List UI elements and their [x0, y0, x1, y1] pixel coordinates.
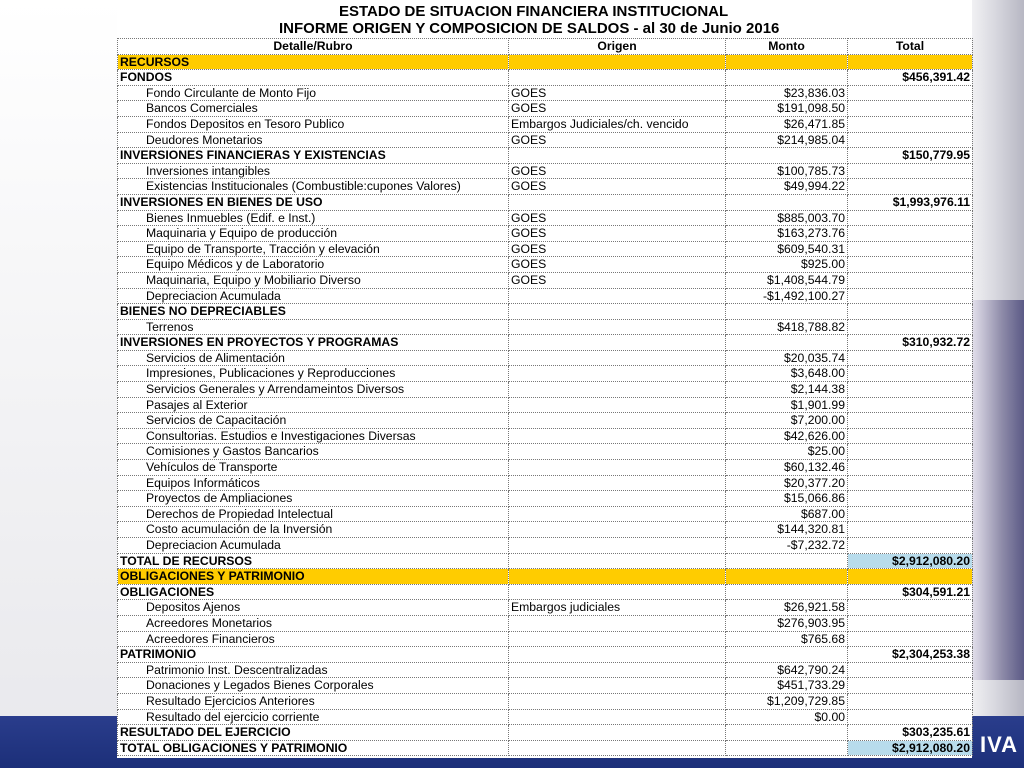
cell-detail: OBLIGACIONES Y PATRIMONIO [118, 569, 509, 585]
cell-origen [509, 709, 726, 725]
cell-total [848, 506, 973, 522]
cell-detail: Costo acumulación de la Inversión [118, 522, 509, 538]
cell-total [848, 475, 973, 491]
cell-detail: OBLIGACIONES [118, 584, 509, 600]
cell-detail: Servicios Generales y Arrendameintos Diversos [118, 382, 509, 398]
cell-total [848, 85, 973, 101]
cell-origen: GOES [509, 179, 726, 195]
table-row [118, 475, 973, 491]
cell-monto: $1,901.99 [726, 397, 848, 413]
cell-monto [726, 148, 848, 164]
cell-monto [726, 725, 848, 741]
table-row [118, 506, 973, 522]
cell-monto: $42,626.00 [726, 428, 848, 444]
cell-total [848, 678, 973, 694]
cell-detail: Pasajes al Exterior [118, 397, 509, 413]
table-row [118, 272, 973, 288]
cell-detail: TOTAL DE RECURSOS [118, 553, 509, 569]
cell-monto: $609,540.31 [726, 241, 848, 257]
cell-detail: Fondo Circulante de Monto Fijo [118, 85, 509, 101]
cell-monto: $765.68 [726, 631, 848, 647]
cell-monto [726, 194, 848, 210]
cell-origen: GOES [509, 101, 726, 117]
cell-origen [509, 678, 726, 694]
cell-total [848, 538, 973, 554]
cell-monto: $3,648.00 [726, 366, 848, 382]
cell-total [848, 693, 973, 709]
cell-detail: Equipos Informáticos [118, 475, 509, 491]
table-row [118, 132, 973, 148]
cell-total [848, 491, 973, 507]
cell-detail: Consultorias. Estudios e Investigaciones Diversas [118, 428, 509, 444]
cell-monto: $1,408,544.79 [726, 272, 848, 288]
column-header-monto: Monto [726, 39, 848, 55]
category-row [118, 647, 973, 663]
cell-detail: Impresiones, Publicaciones y Reproducciones [118, 366, 509, 382]
cell-detail: Deudores Monetarios [118, 132, 509, 148]
cell-total [848, 709, 973, 725]
category-row [118, 725, 973, 741]
slide-background-left [0, 0, 118, 768]
table-row [118, 241, 973, 257]
cell-detail: RECURSOS [118, 54, 509, 70]
cell-monto [726, 304, 848, 320]
table-header-row [118, 39, 973, 55]
cell-monto [726, 584, 848, 600]
cell-monto: -$7,232.72 [726, 538, 848, 554]
cell-origen: GOES [509, 257, 726, 273]
cell-monto: $214,985.04 [726, 132, 848, 148]
cell-origen [509, 740, 726, 756]
table-row [118, 382, 973, 398]
cell-detail: INVERSIONES EN BIENES DE USO [118, 194, 509, 210]
category-row [118, 335, 973, 351]
cell-origen [509, 553, 726, 569]
cell-origen [509, 304, 726, 320]
cell-monto: $1,209,729.85 [726, 693, 848, 709]
cell-detail: Patrimonio Inst. Descentralizadas [118, 662, 509, 678]
cell-monto: $25.00 [726, 444, 848, 460]
cell-detail: Depreciacion Acumulada [118, 538, 509, 554]
table-row [118, 288, 973, 304]
table-row [118, 366, 973, 382]
balance-table [117, 38, 973, 756]
table-row [118, 179, 973, 195]
cell-total [848, 444, 973, 460]
cell-monto [726, 569, 848, 585]
cell-monto: $20,035.74 [726, 350, 848, 366]
cell-origen [509, 413, 726, 429]
cell-monto: $15,066.86 [726, 491, 848, 507]
table-row [118, 693, 973, 709]
cell-total [848, 350, 973, 366]
table-row [118, 615, 973, 631]
cell-total: $150,779.95 [848, 148, 973, 164]
cell-monto [726, 54, 848, 70]
cell-total: $1,993,976.11 [848, 194, 973, 210]
cell-total [848, 304, 973, 320]
cell-detail: Resultado del ejercicio corriente [118, 709, 509, 725]
cell-detail: Proyectos de Ampliaciones [118, 491, 509, 507]
section-row [118, 54, 973, 70]
category-row [118, 194, 973, 210]
cell-detail: Bienes Inmuebles (Edif. e Inst.) [118, 210, 509, 226]
cell-origen: GOES [509, 226, 726, 242]
cell-total [848, 54, 973, 70]
table-row [118, 662, 973, 678]
cell-total: $303,235.61 [848, 725, 973, 741]
cell-origen [509, 460, 726, 476]
cell-total [848, 241, 973, 257]
cell-monto: $2,144.38 [726, 382, 848, 398]
cell-total [848, 662, 973, 678]
cell-detail: Acreedores Financieros [118, 631, 509, 647]
table-row [118, 397, 973, 413]
cell-monto: $20,377.20 [726, 475, 848, 491]
cell-detail: TOTAL OBLIGACIONES Y PATRIMONIO [118, 740, 509, 756]
table-row [118, 631, 973, 647]
category-row [118, 304, 973, 320]
cell-origen [509, 350, 726, 366]
cell-origen: GOES [509, 210, 726, 226]
cell-monto: $60,132.46 [726, 460, 848, 476]
table-row [118, 428, 973, 444]
cell-origen [509, 288, 726, 304]
table-row [118, 678, 973, 694]
table-row [118, 319, 973, 335]
cell-detail: Maquinaria, Equipo y Mobiliario Diverso [118, 272, 509, 288]
cell-monto [726, 647, 848, 663]
cell-monto [726, 740, 848, 756]
cell-origen [509, 647, 726, 663]
cell-origen [509, 366, 726, 382]
table-row [118, 444, 973, 460]
cell-total: $2,304,253.38 [848, 647, 973, 663]
cell-total [848, 257, 973, 273]
category-row [118, 70, 973, 86]
report-subtitle: INFORME ORIGEN Y COMPOSICION DE SALDOS - al 30 de Junio 2016 [279, 20, 780, 37]
cell-monto [726, 553, 848, 569]
category-row [118, 584, 973, 600]
cell-total [848, 569, 973, 585]
cell-detail: Servicios de Alimentación [118, 350, 509, 366]
cell-monto: $163,273.76 [726, 226, 848, 242]
cell-origen [509, 584, 726, 600]
cell-detail: Resultado Ejercicios Anteriores [118, 693, 509, 709]
cell-monto: $0.00 [726, 709, 848, 725]
cell-origen: GOES [509, 241, 726, 257]
cell-origen [509, 569, 726, 585]
table-row [118, 709, 973, 725]
cell-total [848, 382, 973, 398]
cell-detail: Equipo Médicos y de Laboratorio [118, 257, 509, 273]
table-row [118, 85, 973, 101]
cell-origen [509, 382, 726, 398]
cell-origen: Embargos judiciales [509, 600, 726, 616]
cell-origen [509, 475, 726, 491]
slide-background-right [970, 0, 1024, 768]
cell-origen [509, 725, 726, 741]
cell-origen [509, 444, 726, 460]
cell-total [848, 210, 973, 226]
cell-origen [509, 662, 726, 678]
cell-origen [509, 522, 726, 538]
cell-monto: $885,003.70 [726, 210, 848, 226]
cell-detail: INVERSIONES EN PROYECTOS Y PROGRAMAS [118, 335, 509, 351]
cell-detail: Maquinaria y Equipo de producción [118, 226, 509, 242]
cell-monto: $26,471.85 [726, 116, 848, 132]
cell-total [848, 319, 973, 335]
cell-origen [509, 148, 726, 164]
cell-total [848, 413, 973, 429]
table-row [118, 101, 973, 117]
cell-detail: Vehículos de Transporte [118, 460, 509, 476]
table-row [118, 163, 973, 179]
cell-monto: $451,733.29 [726, 678, 848, 694]
cell-monto: $26,921.58 [726, 600, 848, 616]
financial-statement-sheet [117, 0, 972, 758]
table-row [118, 413, 973, 429]
cell-monto: $418,788.82 [726, 319, 848, 335]
cell-origen [509, 194, 726, 210]
table-row [118, 491, 973, 507]
cell-detail: Existencias Institucionales (Combustible:cupones Valores) [118, 179, 509, 195]
cell-origen [509, 397, 726, 413]
cell-detail: Inversiones intangibles [118, 163, 509, 179]
cell-monto: $276,903.95 [726, 615, 848, 631]
grand-total-row [118, 553, 973, 569]
table-row [118, 538, 973, 554]
column-header-total: Total [848, 39, 973, 55]
cell-detail: Terrenos [118, 319, 509, 335]
cell-total [848, 397, 973, 413]
cell-total [848, 615, 973, 631]
cell-origen: Embargos Judiciales/ch. vencido [509, 116, 726, 132]
table-row [118, 116, 973, 132]
cell-monto: $642,790.24 [726, 662, 848, 678]
cell-total [848, 631, 973, 647]
cell-total [848, 226, 973, 242]
cell-total [848, 116, 973, 132]
cell-detail: BIENES NO DEPRECIABLES [118, 304, 509, 320]
cell-detail: Acreedores Monetarios [118, 615, 509, 631]
cell-detail: Equipo de Transporte, Tracción y elevación [118, 241, 509, 257]
cell-total [848, 101, 973, 117]
cell-total [848, 522, 973, 538]
category-row [118, 148, 973, 164]
cell-monto: -$1,492,100.27 [726, 288, 848, 304]
cell-total: $2,912,080.20 [848, 553, 973, 569]
cell-monto: $191,098.50 [726, 101, 848, 117]
cell-origen [509, 491, 726, 507]
cell-detail: Comisiones y Gastos Bancarios [118, 444, 509, 460]
column-header-detalle: Detalle/Rubro [118, 39, 509, 55]
cell-origen [509, 693, 726, 709]
cell-origen: GOES [509, 163, 726, 179]
cell-detail: Fondos Depositos en Tesoro Publico [118, 116, 509, 132]
table-row [118, 350, 973, 366]
table-row [118, 226, 973, 242]
cell-detail: Servicios de Capacitación [118, 413, 509, 429]
cell-detail: FONDOS [118, 70, 509, 86]
cell-detail: Depositos Ajenos [118, 600, 509, 616]
cell-total [848, 132, 973, 148]
cell-total [848, 163, 973, 179]
cell-origen: GOES [509, 85, 726, 101]
cell-total [848, 428, 973, 444]
report-title: ESTADO DE SITUACION FINANCIERA INSTITUCIONAL [339, 3, 729, 20]
table-row [118, 600, 973, 616]
cell-monto: $23,836.03 [726, 85, 848, 101]
column-header-origen: Origen [509, 39, 726, 55]
cell-monto: $925.00 [726, 257, 848, 273]
cell-detail: Donaciones y Legados Bienes Corporales [118, 678, 509, 694]
cell-monto: $144,320.81 [726, 522, 848, 538]
cell-total [848, 460, 973, 476]
cell-origen [509, 70, 726, 86]
cell-total: $304,591.21 [848, 584, 973, 600]
cell-detail: Derechos de Propiedad Intelectual [118, 506, 509, 522]
cell-monto: $7,200.00 [726, 413, 848, 429]
cell-origen [509, 428, 726, 444]
cell-monto: $687.00 [726, 506, 848, 522]
cell-total: $310,932.72 [848, 335, 973, 351]
cell-origen: GOES [509, 132, 726, 148]
cell-detail: PATRIMONIO [118, 647, 509, 663]
cell-detail: RESULTADO DEL EJERCICIO [118, 725, 509, 741]
cell-detail: INVERSIONES FINANCIERAS Y EXISTENCIAS [118, 148, 509, 164]
cell-total [848, 272, 973, 288]
cell-monto [726, 335, 848, 351]
table-row [118, 210, 973, 226]
cell-monto [726, 70, 848, 86]
cell-origen [509, 54, 726, 70]
section-row [118, 569, 973, 585]
table-row [118, 460, 973, 476]
cell-total [848, 600, 973, 616]
cell-origen [509, 506, 726, 522]
cell-total [848, 288, 973, 304]
cell-monto: $100,785.73 [726, 163, 848, 179]
cell-origen [509, 319, 726, 335]
cell-total: $456,391.42 [848, 70, 973, 86]
cell-origen [509, 615, 726, 631]
cell-origen [509, 335, 726, 351]
cell-total [848, 179, 973, 195]
cell-detail: Bancos Comerciales [118, 101, 509, 117]
cell-origen: GOES [509, 272, 726, 288]
table-row [118, 522, 973, 538]
grand-total-row [118, 740, 973, 756]
cell-total: $2,912,080.20 [848, 740, 973, 756]
cell-monto: $49,994.22 [726, 179, 848, 195]
cell-origen [509, 631, 726, 647]
brand-fragment: IVA [979, 732, 1018, 757]
cell-total [848, 366, 973, 382]
table-row [118, 257, 973, 273]
cell-detail: Depreciacion Acumulada [118, 288, 509, 304]
cell-origen [509, 538, 726, 554]
